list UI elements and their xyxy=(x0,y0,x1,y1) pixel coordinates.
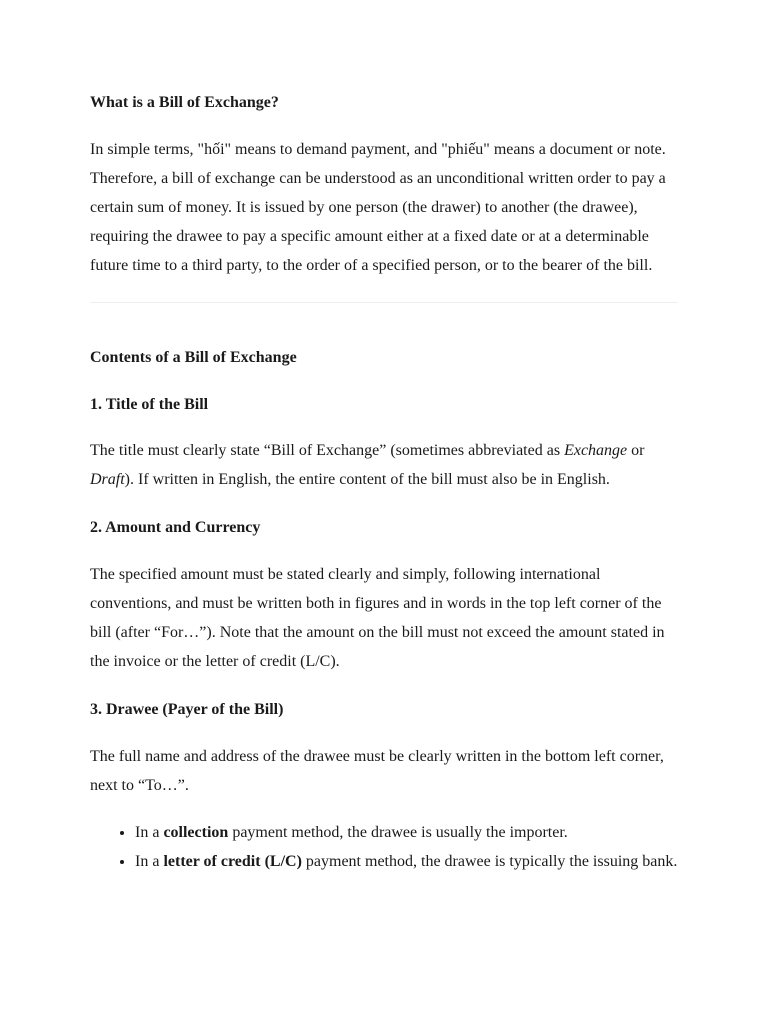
bold-term: collection xyxy=(163,824,229,841)
item-paragraph-amount: The specified amount must be stated clearly and simply, following international conventions, and must be written both in figures and in words in the top left corner of the bill (after “For…”). Note that the amount on the bill must not exceed the amount stated in the invoice or the letter of credit (L/C). xyxy=(90,566,665,670)
text-segment: The title must clearly state “Bill of Exchange” (sometimes abbreviated as xyxy=(90,442,565,459)
emphasis-exchange: Exchange xyxy=(564,442,628,459)
definition-paragraph: In simple terms, "hối" means to demand payment, and "phiếu" means a document or note. Therefore, a bill of exchange can be understood as an unconditional written order to pay a certain sum of money. It is issued by one person (the drawer) to another (the drawee), requiring the drawee to pay a specific amount either at a fixed date or at a determinable future time to a third party, to the order of a specified person, or to the bearer of the bill. xyxy=(90,141,666,274)
text-segment: or xyxy=(627,442,645,459)
section-divider xyxy=(90,302,678,303)
text-segment: In a xyxy=(135,853,164,870)
text-segment: payment method, the drawee is usually the importer. xyxy=(228,824,568,841)
text-segment: ). If written in English, the entire content of the bill must also be in English. xyxy=(124,471,610,488)
list-item xyxy=(135,847,678,876)
section-title-what-is: What is a Bill of Exchange? xyxy=(90,94,279,111)
text-segment: payment method, the drawee is typically the issuing bank. xyxy=(301,853,678,870)
document-body xyxy=(90,88,678,876)
bold-term: letter of credit (L/C) xyxy=(163,853,302,870)
item-heading-title: 1. Title of the Bill xyxy=(90,396,209,413)
item-paragraph-title xyxy=(90,436,678,494)
text-segment: In a xyxy=(135,824,164,841)
item-heading-drawee: 3. Drawee (Payer of the Bill) xyxy=(90,701,284,718)
list-item xyxy=(135,818,678,847)
emphasis-draft: Draft xyxy=(90,471,125,488)
drawee-bullet-list xyxy=(90,818,678,876)
item-heading-amount: 2. Amount and Currency xyxy=(90,519,261,536)
section-title-contents: Contents of a Bill of Exchange xyxy=(90,349,297,366)
item-paragraph-drawee: The full name and address of the drawee must be clearly written in the bottom left corner, next to “To…”. xyxy=(90,748,664,794)
